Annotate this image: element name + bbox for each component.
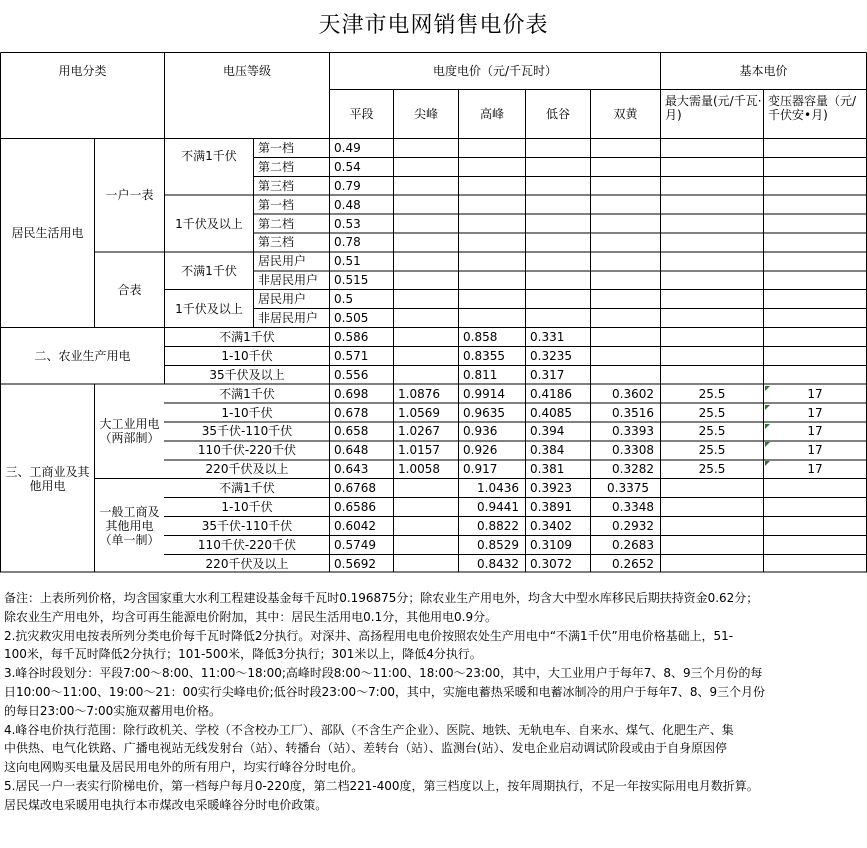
price-ping: 0.515 [334,273,369,288]
large-industry-label: 大工业用电（两部制） [99,417,160,446]
remark-line: 的每日23:00～7:00实施双蓄用电价格。 [4,703,222,718]
header-transformer: 变压器容量（元/千伏安•月) [768,94,857,122]
price-gaofeng: 0.9441 [477,500,519,515]
remark-line: 日10:00～11:00、19:00～21：00实行尖峰电价;低谷时段23:00～7:00，其中，实施电蓄热采暖和电蓄冰制冷的用户于每年7、8、9三个月份 [4,684,766,699]
voltage-level: 35千伏-110千伏 [201,424,293,439]
price-digu: 0.3109 [530,537,572,552]
price-shuanghuang: 0.2932 [612,518,654,533]
price-gaofeng: 0.8822 [477,518,519,533]
cell-comment-marker-icon [765,405,770,410]
price-jianfeng: 1.0058 [398,462,440,477]
price-ping: 0.54 [334,159,361,174]
residential-label: 居民生活用电 [11,226,84,240]
page-title: 天津市电网销售电价表 [318,13,549,38]
voltage-level: 1-10千伏 [221,500,273,515]
price-jianfeng: 1.0157 [398,443,440,458]
price-ping: 0.5749 [334,537,376,552]
price-digu: 0.4085 [530,405,572,420]
price-shuanghuang: 0.2683 [612,537,654,552]
voltage-level: 110千伏-220千伏 [197,443,297,458]
tier-label: 第三档 [258,178,295,193]
price-shuanghuang: 0.3348 [612,500,654,515]
price-ping: 0.51 [334,254,361,269]
tier-label: 居民用户 [258,292,307,307]
price-ping: 0.586 [334,329,369,344]
industry-label: 三、工商业及其他用电 [5,464,90,493]
price-jianfeng: 1.0876 [398,386,440,401]
price-gaofeng: 0.936 [463,424,498,439]
price-gaofeng: 0.8432 [477,556,519,571]
price-gaofeng: 0.9914 [463,386,505,401]
header-ping: 平段 [349,107,374,121]
price-jianfeng: 1.0267 [398,424,440,439]
voltage-over-1kv: 1千伏及以上 [175,216,243,231]
price-transformer: 17 [807,462,823,477]
header-jianfeng: 尖峰 [413,107,438,121]
remark-line: 备注：上表所列价格，均含国家重大水利工程建设基金每千瓦时0.196875分；除农业生产用电外，均含大中型水库移民后期扶持资金0.62分； [4,591,759,605]
remark-line: 中供热、电气化铁路、广播电视站无线发射台（站）、转播台（站）、差转台（站）、监测台(站）、发电企业启动调试阶段或由于自身原因停 [4,741,728,756]
tier-label: 第二档 [258,216,295,231]
tier-label: 第三档 [258,235,295,250]
remark-line: 除农业生产用电外，均含可再生能源电价附加，其中：居民生活用电0.1分，其他用电0.9分。 [4,609,498,624]
price-shuanghuang: 0.3516 [612,405,654,420]
remark-line: 5.居民一户一表实行阶梯电价，第一档每户每月0-220度，第二档221-400度，第三档度以上，按年周期执行，不足一年按实际用电月数折算。 [4,778,759,793]
header-gaofeng: 高峰 [479,107,504,121]
price-shuanghuang: 0.3602 [612,386,654,401]
price-gaofeng: 0.917 [463,462,498,477]
price-gaofeng: 0.8355 [463,348,505,363]
price-ping: 0.5 [334,292,354,307]
price-ping: 0.556 [334,367,369,382]
voltage-level: 不满1千伏 [219,329,275,344]
price-digu: 0.3923 [530,481,572,496]
price-transformer: 17 [807,424,823,439]
price-ping: 0.49 [334,140,361,155]
voltage-level: 1-10千伏 [221,405,273,420]
price-gaofeng: 0.858 [463,329,498,344]
price-ping: 0.505 [334,311,369,326]
price-shuanghuang: 0.2652 [612,556,654,571]
remark-line: 3.峰谷时段划分：平段7:00～8:00、11:00～18:00;高峰时段8:00～11:00、18:00～23:00，其中，大工业用户于每年7、8、9三个月份的每 [4,666,763,681]
remark-line: 4.峰谷电价执行范围：除行政机关、学校（不含校办工厂）、部队（不含生产企业）、医院、地铁、无轨电车、自来水、煤气、化肥生产、集 [4,722,734,737]
price-gaofeng: 0.9635 [463,405,505,420]
voltage-level: 35千伏-110千伏 [201,518,293,533]
price-ping: 0.643 [334,462,369,477]
price-ping: 0.48 [334,197,361,212]
combined-meter-label: 合表 [117,282,142,297]
price-max-demand: 25.5 [698,405,726,420]
price-shuanghuang: 0.3282 [612,462,654,477]
price-digu: 0.381 [530,462,565,477]
price-ping: 0.6768 [334,481,376,496]
tier-label: 第二档 [258,159,295,174]
price-ping: 0.571 [334,348,369,363]
header-max-demand: 最大需量(元/千瓦·月) [665,94,762,122]
price-ping: 0.648 [334,443,369,458]
price-ping: 0.678 [334,405,369,420]
header-digu: 低谷 [545,107,570,121]
price-digu: 0.3891 [530,500,572,515]
price-ping: 0.658 [334,424,369,439]
header-energy-price: 电度电价（元/千瓦时） [432,64,558,78]
remark-line: 这向电网购买电量及居民用电外的所有用户，均实行峰谷分时电价。 [4,760,364,775]
voltage-over-1kv: 1千伏及以上 [175,301,243,316]
voltage-level: 35千伏及以上 [209,367,285,382]
price-digu: 0.3235 [530,348,572,363]
cell-comment-marker-icon [765,424,770,429]
agriculture-label: 二、农业生产用电 [34,348,131,363]
general-commercial-label: 一般工商及其他用电（单一制） [99,504,160,547]
single-meter-label: 一户一表 [105,188,154,203]
price-digu: 0.384 [530,443,565,458]
voltage-level: 110千伏-220千伏 [197,537,297,552]
header-shuanghuang: 双黄 [613,107,638,121]
price-digu: 0.4186 [530,386,572,401]
header-voltage: 电压等级 [222,64,271,78]
remarks-section [4,589,866,815]
voltage-level: 1-10千伏 [221,348,273,363]
voltage-level: 220千伏及以上 [205,556,289,571]
price-gaofeng: 0.926 [463,443,498,458]
tier-label: 居民用户 [258,254,307,269]
price-max-demand: 25.5 [698,443,726,458]
voltage-under-1kv: 不满1千伏 [181,263,237,278]
price-shuanghuang: 0.3308 [612,443,654,458]
price-digu: 0.3072 [530,556,572,571]
voltage-level: 不满1千伏 [219,386,275,401]
voltage-level: 220千伏及以上 [205,462,289,477]
price-digu: 0.317 [530,367,565,382]
price-digu: 0.394 [530,424,565,439]
price-shuanghuang: 0.3393 [612,424,654,439]
price-max-demand: 25.5 [698,386,726,401]
price-ping: 0.78 [334,235,361,250]
voltage-under-1kv: 不满1千伏 [181,149,237,163]
price-max-demand: 25.5 [698,424,726,439]
tier-label: 第一档 [258,197,295,212]
price-ping: 0.6586 [334,500,376,515]
price-ping: 0.6042 [334,518,376,533]
price-transformer: 17 [807,386,823,401]
price-table [0,52,867,577]
price-digu: 0.331 [530,329,565,344]
tier-label: 非居民用户 [258,273,319,288]
price-gaofeng: 0.8529 [477,537,519,552]
header-category: 用电分类 [58,64,107,78]
remark-line: 居民煤改电采暖用电执行本市煤改电采暖峰谷分时电价政策。 [4,797,328,812]
price-ping: 0.5692 [334,556,376,571]
price-transformer: 17 [807,405,823,420]
tier-label: 非居民用户 [258,311,319,326]
price-digu: 0.3402 [530,518,572,533]
cell-comment-marker-icon [765,442,770,447]
price-ping: 0.698 [334,386,369,401]
price-ping: 0.79 [334,178,361,193]
tier-label: 第一档 [258,140,295,155]
price-ping: 0.53 [334,216,361,231]
price-jianfeng: 1.0569 [398,405,440,420]
price-gaofeng: 1.0436 [477,481,519,496]
voltage-level: 不满1千伏 [219,481,275,496]
price-max-demand: 25.5 [698,462,726,477]
price-transformer: 17 [807,443,823,458]
remark-line: 100米，每千瓦时降低2分执行；101-500米，降低3分执行；301米以上，降低4分执行。 [4,647,482,662]
header-base-price: 基本电价 [739,64,788,78]
cell-comment-marker-icon [765,386,770,391]
price-gaofeng: 0.811 [463,367,498,382]
cell-comment-marker-icon [765,461,770,466]
price-shuanghuang: 0.3375 [607,481,649,496]
remark-line: 2.抗灾救灾用电按表所列分类电价每千瓦时降低2分执行。对深井、高扬程用电电价按照农处生产用电中“不满1千伏”用电价格基础上，51- [4,628,734,643]
